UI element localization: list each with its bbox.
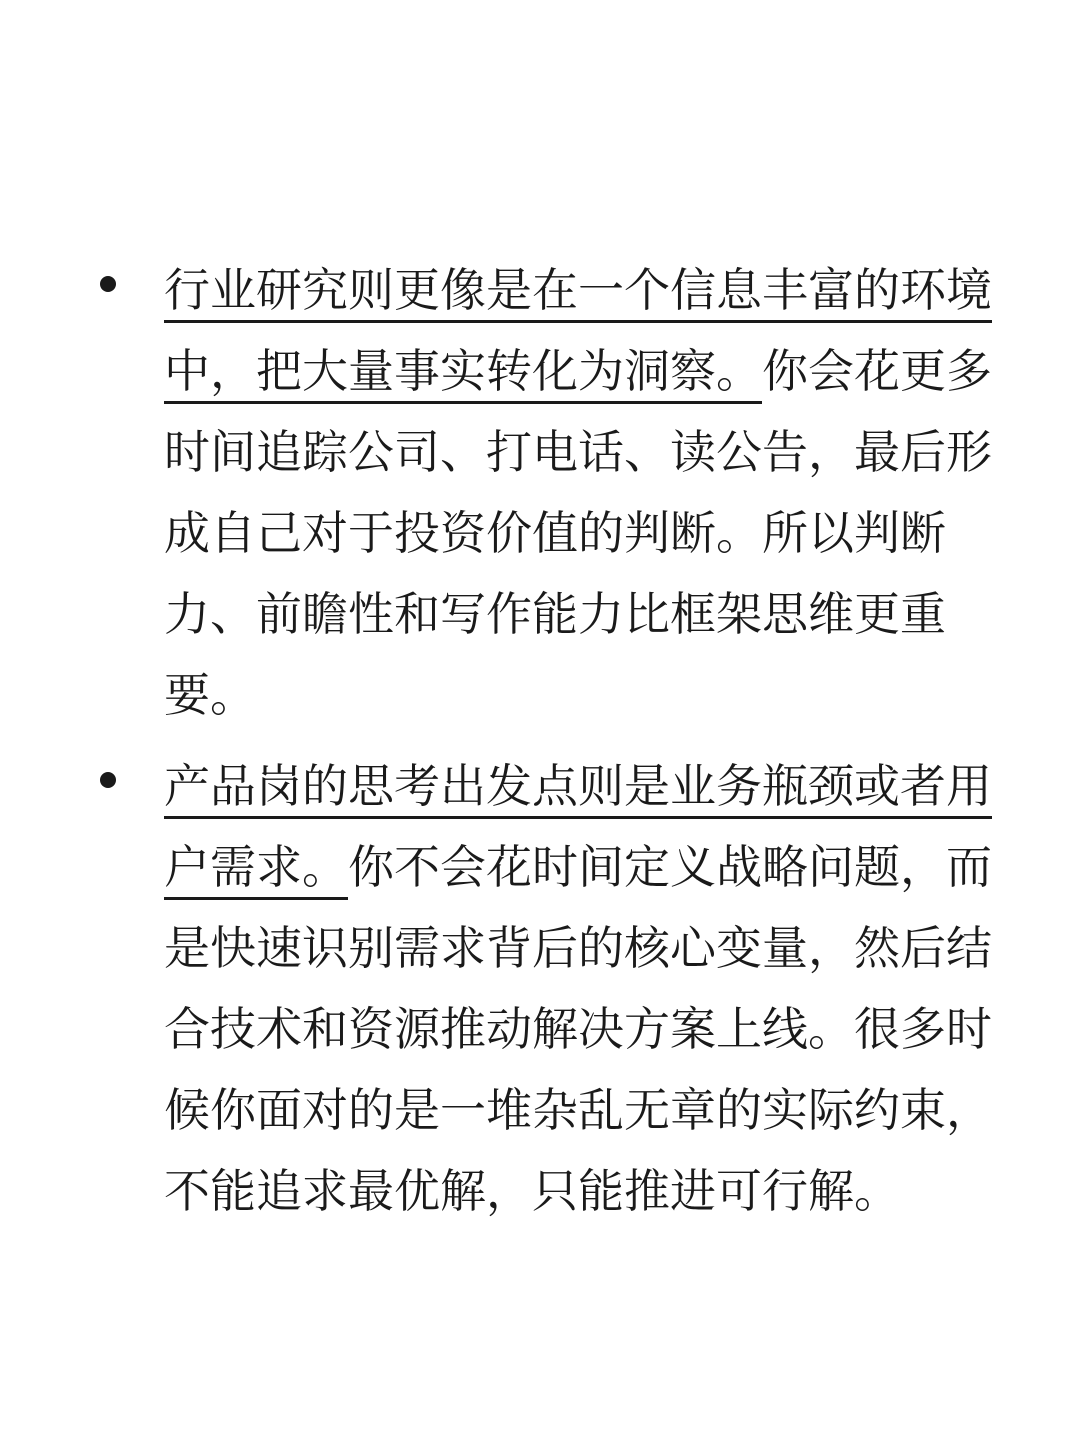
list-item [0, 746, 1080, 1232]
bullet-list [0, 250, 1080, 1242]
bullet-dot-icon [100, 276, 116, 292]
paragraph-body-text: 你不会花时间定义战略问题，而是快速识别需求背后的核心变量，然后结合技术和资源推动解决方案上线。很多时候你面对的是一堆杂乱无章的实际约束，不能追求最优解，只能推进可行解。 [164, 840, 992, 1218]
paragraph-body-text: 你会花更多时间追踪公司、打电话、读公告，最后形成自己对于投资价值的判断。所以判断力、前瞻性和写作能力比框架思维更重要。 [164, 344, 992, 722]
underlined-key-sentence: 行业研究则更像是在一个信息丰富的环境中，把大量事实转化为洞察。 [164, 263, 992, 398]
bullet-dot-icon [100, 772, 116, 788]
underlined-key-sentence: 产品岗的思考出发点则是业务瓶颈或者用户需求。 [164, 759, 992, 894]
paragraph-product-role [164, 746, 1010, 1232]
paragraph-industry-research [164, 250, 1010, 736]
list-item [0, 250, 1080, 736]
